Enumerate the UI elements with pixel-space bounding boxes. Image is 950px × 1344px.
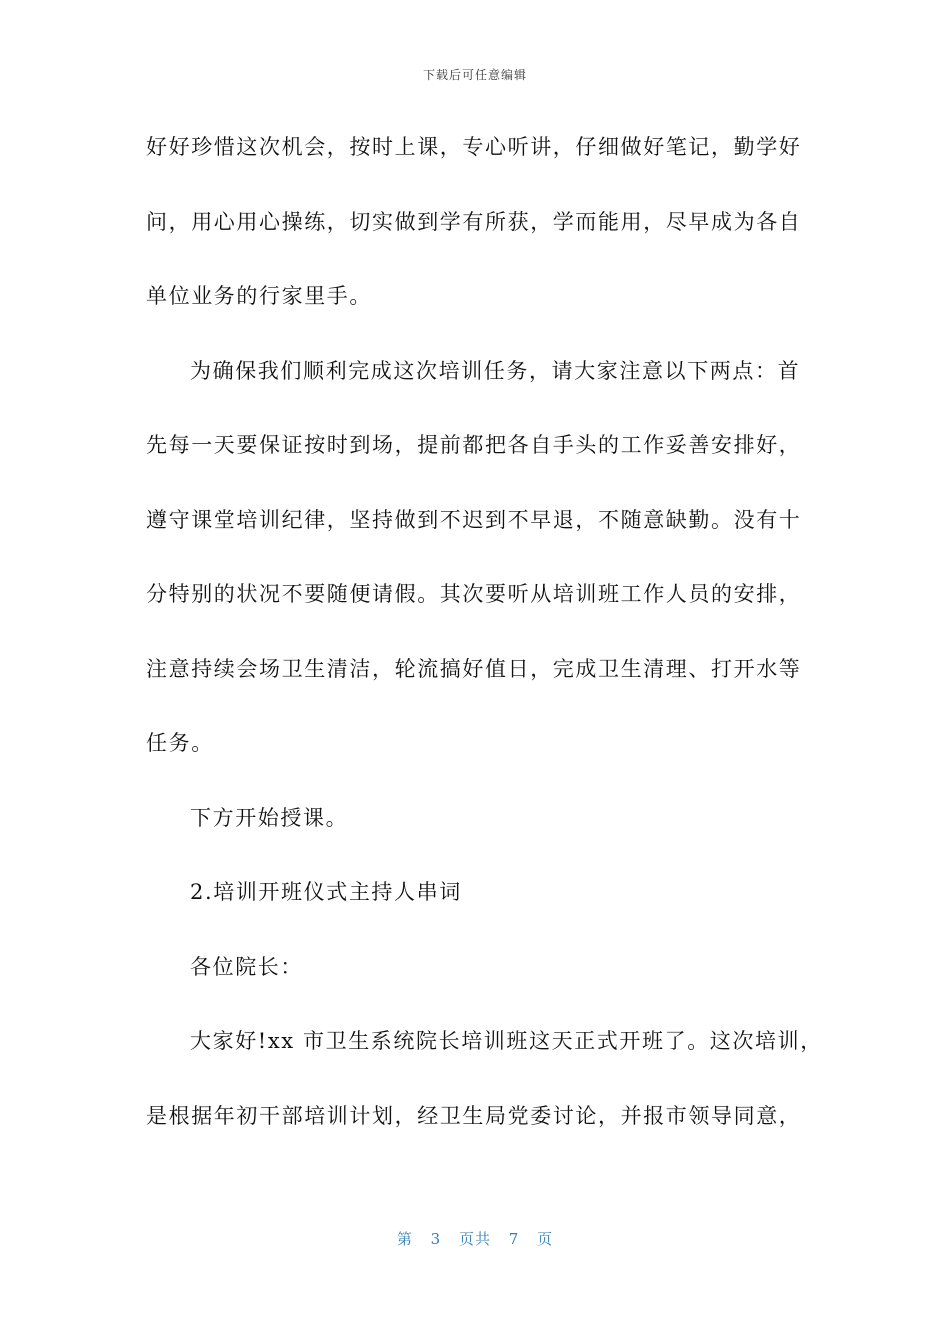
body-line: 下方开始授课。: [190, 805, 349, 830]
body-line: 遵守课堂培训纪律，坚持做到不迟到不早退，不随意缺勤。没有十: [146, 507, 802, 532]
footer-ye: 页: [537, 1230, 554, 1248]
body-line: 大家好!xx 市卫生系统院长培训班这天正式开班了。这次培训，: [190, 1029, 823, 1053]
page-header-note: 下载后可任意编辑: [422, 68, 527, 82]
page-footer: [0, 1228, 950, 1249]
body-line: 单位业务的行家里手。: [146, 284, 372, 308]
footer-total-pages: 7: [508, 1230, 520, 1248]
salutation: 各位院长：: [190, 954, 303, 979]
body-line: 问，用心用心操练，切实做到学有所获，学而能用，尽早成为各自: [146, 209, 802, 234]
footer-current-page: 3: [430, 1230, 442, 1248]
body-line: 任务。: [146, 731, 214, 755]
document-body: [146, 124, 823, 1167]
body-line: 好好珍惜这次机会，按时上课，专心听讲，仔细做好笔记，勤学好: [146, 135, 802, 159]
footer-ye-gong: 页共: [458, 1230, 491, 1248]
body-line: 注意持续会场卫生清洁，轮流搞好值日，完成卫生清理、打开水等: [146, 656, 802, 681]
body-line: 分特别的状况不要随便请假。其次要听从培训班工作人员的安排，: [146, 582, 802, 606]
body-line: 先每一天要保证按时到场，提前都把各自手头的工作妥善安排好，: [146, 433, 802, 457]
body-line: 是根据年初干部培训计划，经卫生局党委讨论，并报市领导同意，: [146, 1103, 802, 1128]
footer-di: 第: [396, 1230, 413, 1248]
body-line: 为确保我们顺利完成这次培训任务，请大家注意以下两点：首: [190, 358, 801, 383]
section-heading: 2.培训开班仪式主持人串词: [190, 880, 462, 904]
